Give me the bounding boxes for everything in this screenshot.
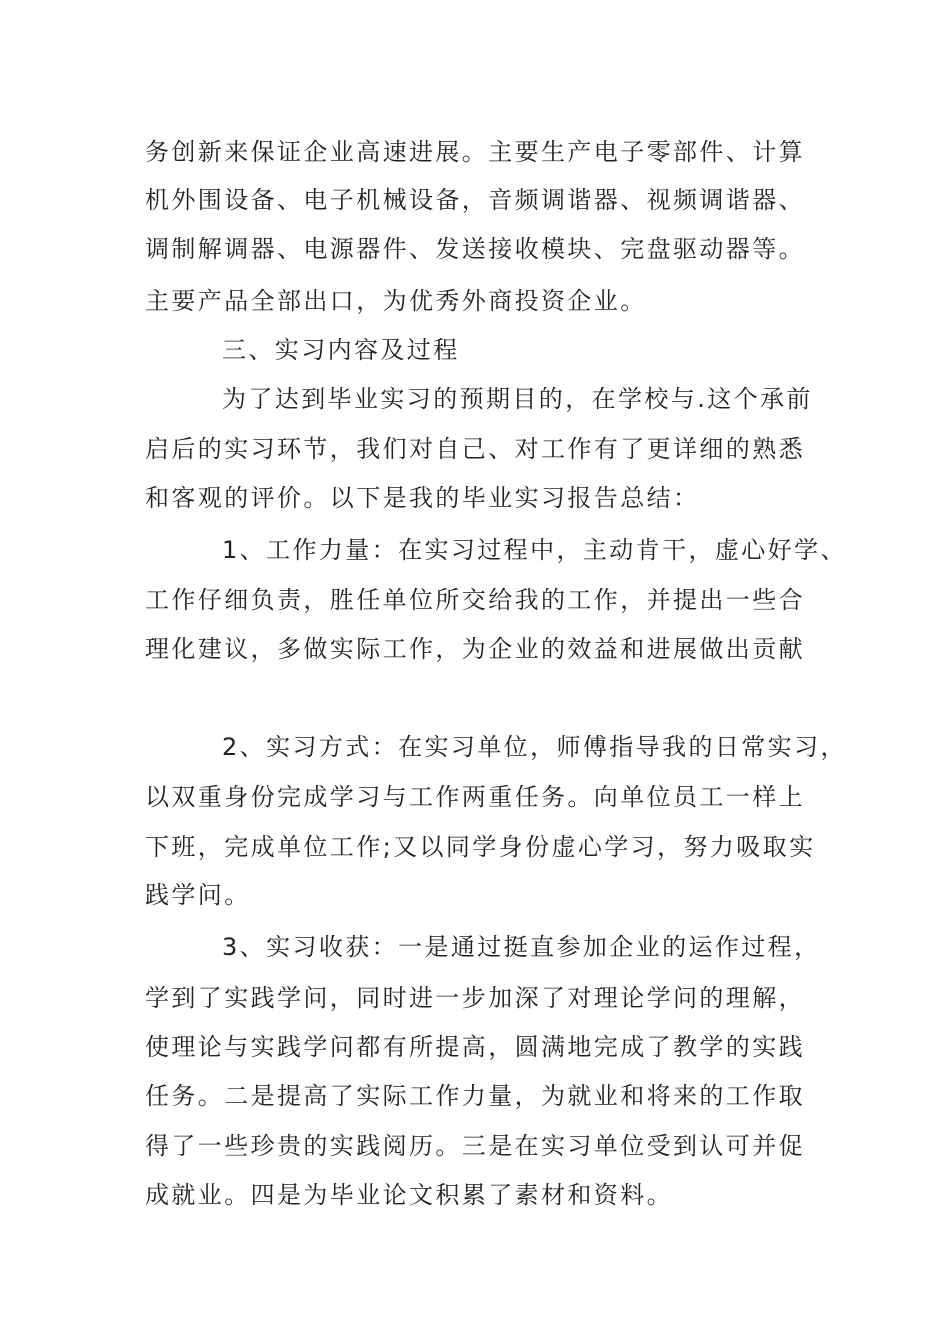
- text-line: 3、实习收获：一是通过挺直参加企业的运作过程，: [222, 933, 821, 961]
- text-line: 调制解调器、电源器件、发送接收模块、完盘驱动器等。: [145, 235, 805, 263]
- text-line: 成就业。四是为毕业论文积累了素材和资料。: [145, 1181, 673, 1209]
- text-line: 为了达到毕业实习的预期目的，在学校与.这个承前: [222, 385, 813, 413]
- text-line: 工作仔细负责，胜任单位所交给我的工作，并提出一些合: [145, 586, 805, 614]
- text-line: 1、工作力量：在实习过程中，主动肯干，虚心好学、: [222, 536, 847, 564]
- text-line: 和客观的评价。以下是我的毕业实习报告总结：: [145, 484, 700, 512]
- text-line: 学到了实践学问，同时进一步加深了对理论学问的理解，: [145, 984, 805, 1012]
- text-line: 主要产品全部出口，为优秀外商投资企业。: [145, 287, 647, 315]
- text-line: 得了一些珍贵的实践阅历。三是在实习单位受到认可并促: [145, 1132, 805, 1160]
- text-line: 下班，完成单位工作;又以同学身份虚心学习，努力吸取实: [145, 833, 816, 861]
- text-line: 践学问。: [145, 881, 251, 909]
- text-line: 以双重身份完成学习与工作两重任务。向单位员工一样上: [145, 783, 805, 811]
- text-line: 使理论与实践学问都有所提高，圆满地完成了教学的实践: [145, 1033, 805, 1061]
- text-line: 2、实习方式：在实习单位，师傅指导我的日常实习，: [222, 733, 847, 761]
- text-line: 机外围设备、电子机械设备，音频调谐器、视频调谐器、: [145, 186, 805, 214]
- text-line: 理化建议，多做实际工作，为企业的效益和进展做出贡献: [145, 635, 805, 663]
- section-heading: 三、实习内容及过程: [222, 336, 460, 364]
- text-line: 任务。二是提高了实际工作力量，为就业和将来的工作取: [145, 1082, 805, 1110]
- text-line: 务创新来保证企业高速进展。主要生产电子零部件、计算: [145, 138, 805, 166]
- text-line: 启后的实习环节，我们对自己、对工作有了更详细的熟悉: [145, 435, 805, 463]
